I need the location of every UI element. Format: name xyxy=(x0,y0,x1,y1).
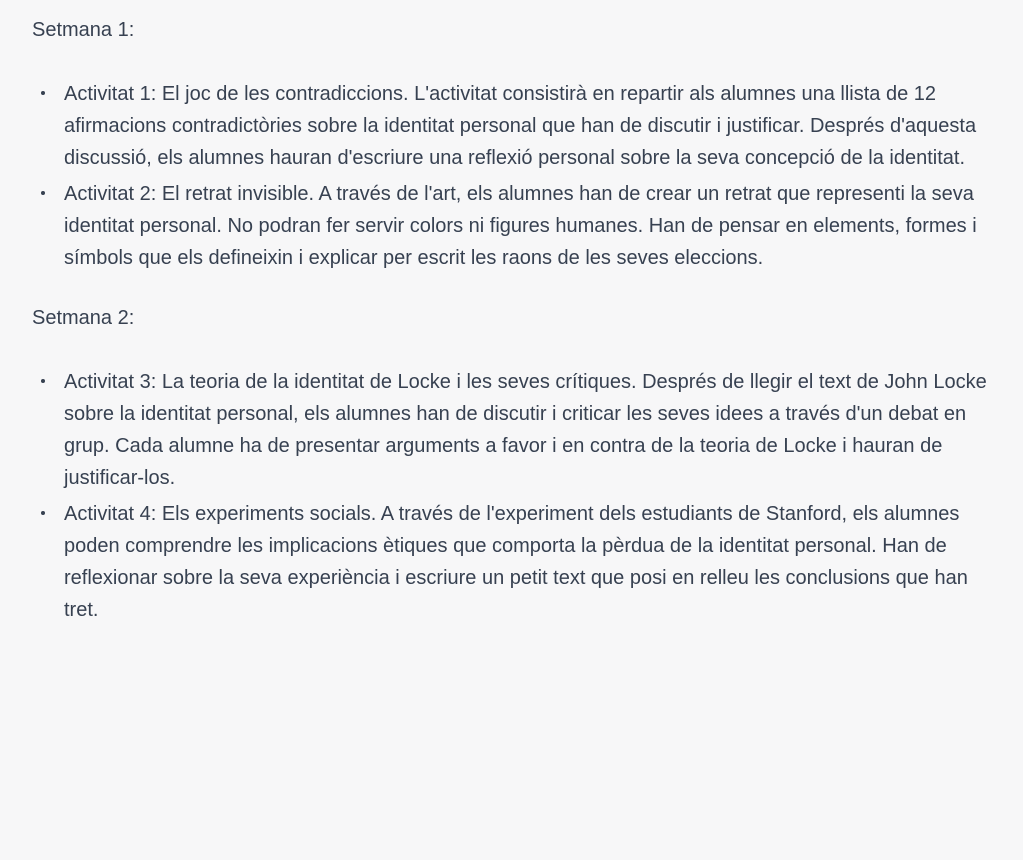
list-item xyxy=(32,498,992,626)
message-content xyxy=(32,14,992,626)
week-1-activity-list xyxy=(32,78,992,274)
bullet-icon xyxy=(41,91,45,95)
bullet-icon xyxy=(41,191,45,195)
list-item xyxy=(32,78,992,174)
week-1-heading: Setmana 1: xyxy=(32,19,135,41)
week-2-activity-list xyxy=(32,366,992,626)
week-2-heading: Setmana 2: xyxy=(32,307,135,329)
bullet-icon xyxy=(41,511,45,515)
list-item xyxy=(32,366,992,494)
bullet-icon xyxy=(41,379,45,383)
activity-text: Activitat 4: Els experiments socials. A través de l'experiment dels estudiants de Stanford, els alumnes poden comprendre les implicacions ètiques que comporta la pèrdua de la identitat personal. Han de reflexionar sobre la seva experiència i escriure un petit text que posi en relleu les conclusions que han tret. xyxy=(64,503,968,621)
activity-text: Activitat 1: El joc de les contradiccions. L'activitat consistirà en repartir als alumnes una llista de 12 afirmacions contradictòries sobre la identitat personal que han de discutir i justificar. Després d'aquesta discussió, els alumnes hauran d'escriure una reflexió personal sobre la seva concepció de la identitat. xyxy=(64,83,977,169)
list-item xyxy=(32,178,992,274)
activity-text: Activitat 3: La teoria de la identitat de Locke i les seves crítiques. Després de llegir el text de John Locke sobre la identitat personal, els alumnes han de discutir i criticar les seves idees a través d'un debat en grup. Cada alumne ha de presentar arguments a favor i en contra de la teoria de Locke i hauran de justificar-los. xyxy=(64,371,987,489)
activity-text: Activitat 2: El retrat invisible. A través de l'art, els alumnes han de crear un retrat que representi la seva identitat personal. No podran fer servir colors ni figures humanes. Han de pensar en elements, formes i símbols que els defineixin i explicar per escrit les raons de les seves eleccions. xyxy=(64,183,977,269)
